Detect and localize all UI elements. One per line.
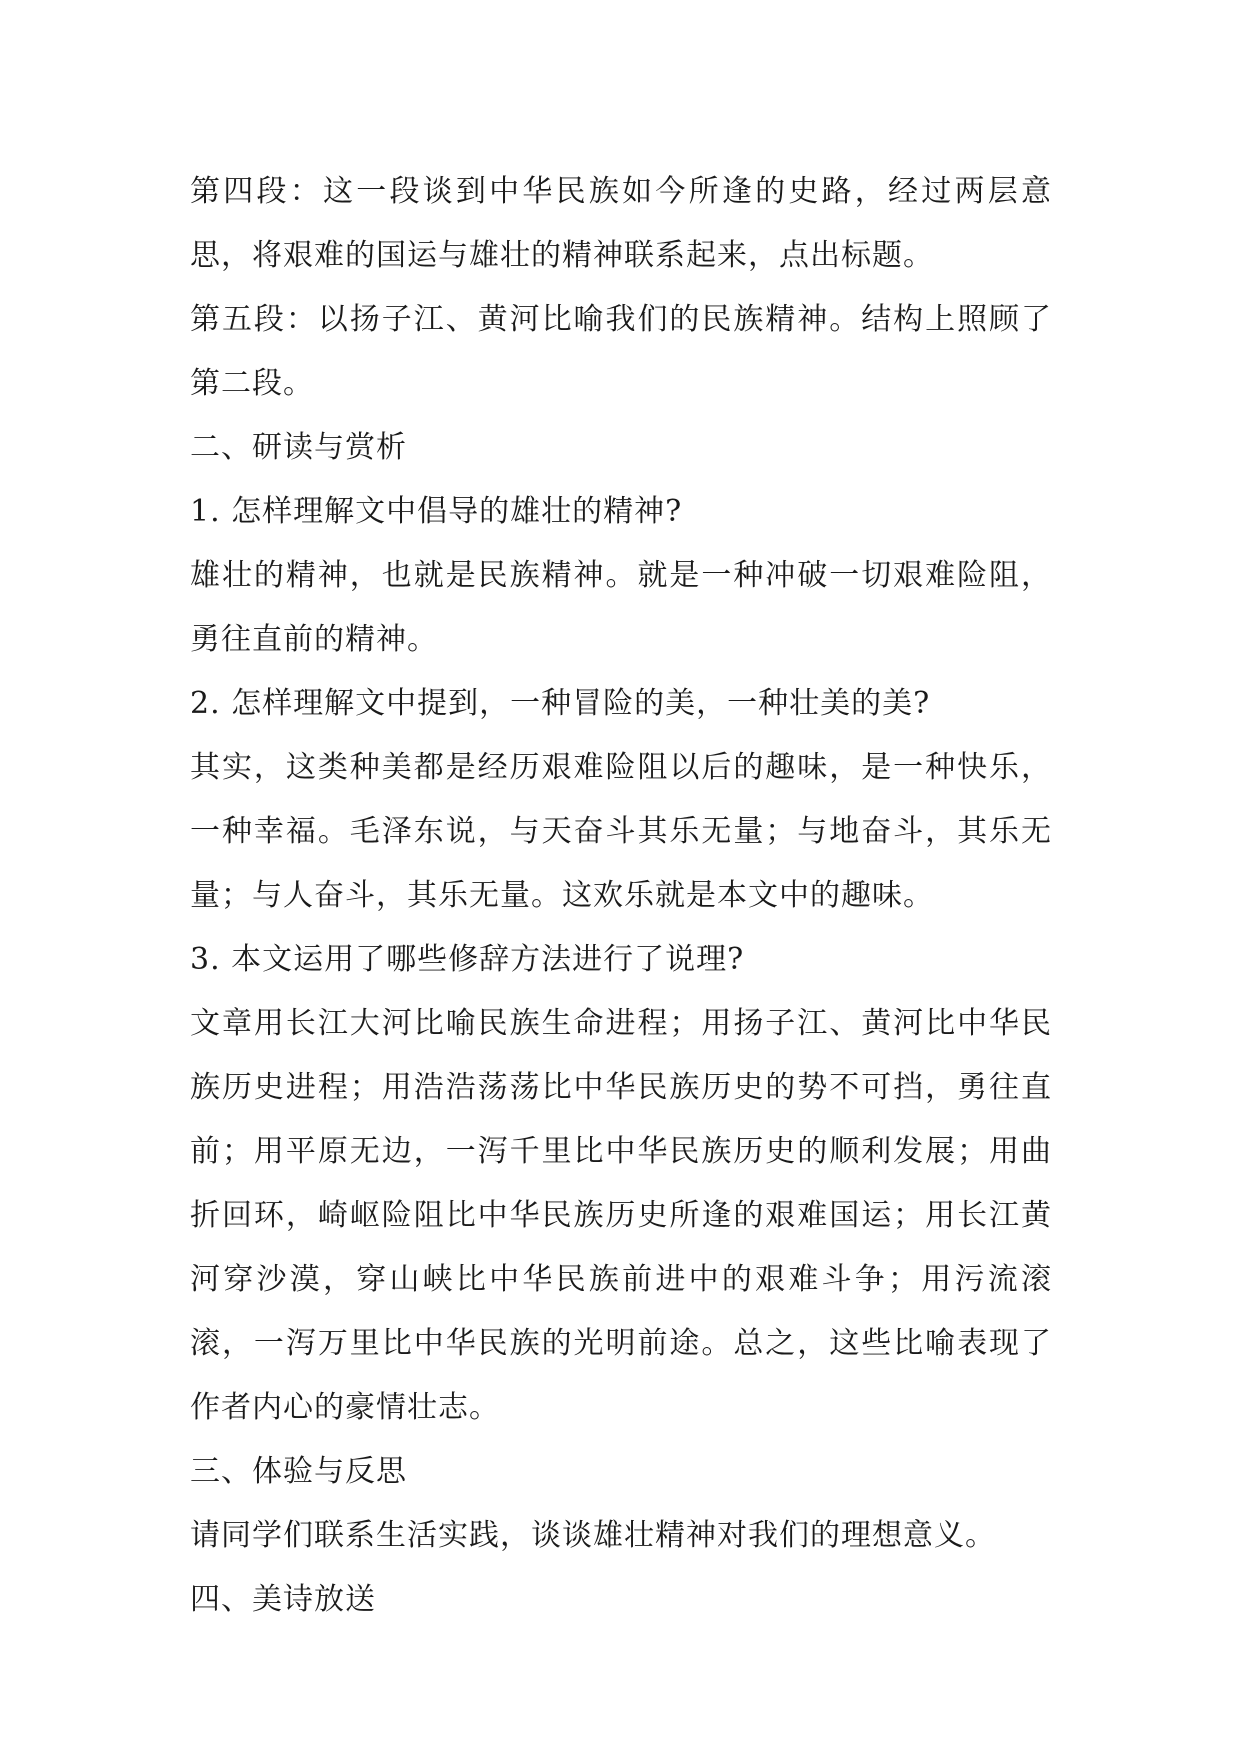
heading-poem-broadcast: 四、美诗放送 [190, 1582, 376, 1617]
question-2: 2. 怎样理解文中提到，一种冒险的美，一种壮美的美? [190, 686, 931, 721]
paragraph-section-four: 第四段：这一段谈到中华民族如今所逢的史路，经过两层意思，将艰难的国运与雄壮的精神联系起来，点出标题。 [190, 174, 1052, 273]
answer-2: 其实，这类种美都是经历艰难险阻以后的趣味，是一种快乐，一种幸福。毛泽东说，与天奋斗其乐无量；与地奋斗，其乐无量；与人奋斗，其乐无量。这欢乐就是本文中的趣味。 [190, 750, 1052, 913]
document-body [190, 160, 1052, 1632]
heading-study-appreciation: 二、研读与赏析 [190, 430, 407, 465]
heading-experience-reflection: 三、体验与反思 [190, 1454, 407, 1489]
question-3: 3. 本文运用了哪些修辞方法进行了说理? [190, 942, 745, 977]
answer-3: 文章用长江大河比喻民族生命进程；用扬子江、黄河比中华民族历史进程；用浩浩荡荡比中华民族历史的势不可挡，勇往直前；用平原无边，一泻千里比中华民族历史的顺利发展；用曲折回环，崎岖险阻比中华民族历史所逢的艰难国运；用长江黄河穿沙漠，穿山峡比中华民族前进中的艰难斗争；用污流滚滚，一泻万里比中华民族的光明前途。总之，这些比喻表现了作者内心的豪情壮志。 [190, 1006, 1052, 1425]
question-1: 1. 怎样理解文中倡导的雄壮的精神? [190, 494, 683, 529]
paragraph-reflection-prompt: 请同学们联系生活实践，谈谈雄壮精神对我们的理想意义。 [190, 1518, 996, 1553]
answer-1: 雄壮的精神，也就是民族精神。就是一种冲破一切艰难险阻，勇往直前的精神。 [190, 558, 1052, 657]
paragraph-section-five: 第五段：以扬子江、黄河比喻我们的民族精神。结构上照顾了第二段。 [190, 302, 1052, 401]
